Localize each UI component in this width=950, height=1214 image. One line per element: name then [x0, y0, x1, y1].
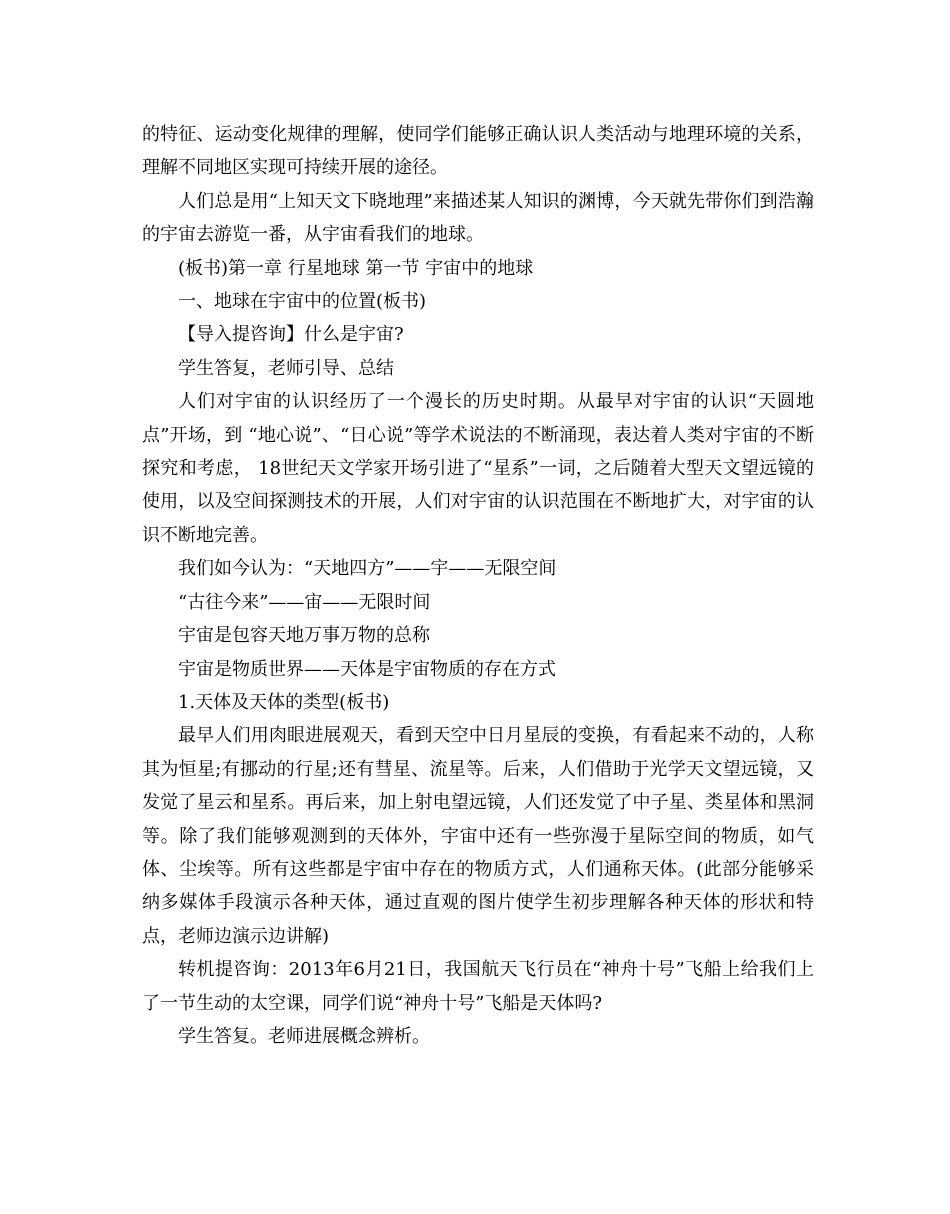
definition-celestial-body: 宇宙是物质世界——天体是宇宙物质的存在方式: [178, 658, 556, 680]
board-heading-celestial-types: 1.天体及天体的类型(板书): [178, 691, 390, 713]
definition-universe: 宇宙是包容天地万事万物的总称: [178, 625, 430, 647]
paragraph-universe-history: 人们对宇宙的认识经历了一个漫长的历史时期。从最早对宇宙的认识“天圆地点”开场，到 “地心说”、“日心说”等学术说法的不断涌现，表达着人类对宇宙的不断探究和考虑， 18世纪天文学家开场引进了“星系”一词，之后随着大型天文望远镜的使用，以及空间探测技术的开展，人们对宇宙的认识范围在不断地扩大，对宇宙的认识不断地完善。: [142, 391, 814, 546]
paragraph-student-answer-1: 学生答复，老师引导、总结: [178, 357, 394, 379]
paragraph-2: 人们总是用“上知天文下晓地理”来描述某人知识的渊博，今天就先带你们到浩瀚的宇宙去游览一番，从宇宙看我们的地球。: [142, 190, 814, 246]
paragraph-shenzhou-question: 转机提咨询：2013年6月21日，我国航天飞行员在“神舟十号”飞船上给我们上了一节生动的太空课，同学们说“神舟十号”飞船是天体吗?: [142, 959, 814, 1014]
board-heading-section: 一、地球在宇宙中的位置(板书): [178, 291, 427, 313]
lead-in-question: 【导入提咨询】什么是宇宙?: [178, 324, 404, 346]
paragraph-1: 的特征、运动变化规律的理解，使同学们能够正确认识人类活动与地理环境的关系，理解不同地区实现可持续开展的途径。: [142, 124, 814, 179]
definition-time: “古往今来”——宙——无限时间: [178, 591, 431, 613]
board-heading-chapter: (板书)第一章 行星地球 第一节 宇宙中的地球: [178, 257, 534, 279]
definition-space: 我们如今认为：“天地四方”——宇——无限空间: [178, 558, 557, 580]
paragraph-celestial-observation: 最早人们用肉眼进展观天，看到天空中日月星辰的变换，有看起来不动的，人称其为恒星;有挪动的行星;还有彗星、流星等。后来，人们借助于光学天文望远镜，又发觉了星云和星系。再后来，加上射电望远镜，人们还发觉了中子星、类星体和黑洞等。除了我们能够观测到的天体外，宇宙中还有一些弥漫于星际空间的物质，如气体、尘埃等。所有这些都是宇宙中存在的物质方式，人们通称天体。(此部分能够采纳多媒体手段演示各种天体，通过直观的图片使学生初步理解各种天体的形状和特点，老师边演示边讲解): [142, 725, 814, 947]
document-body: [142, 118, 814, 1053]
paragraph-student-answer-2: 学生答复。老师进展概念辨析。: [178, 1025, 430, 1047]
